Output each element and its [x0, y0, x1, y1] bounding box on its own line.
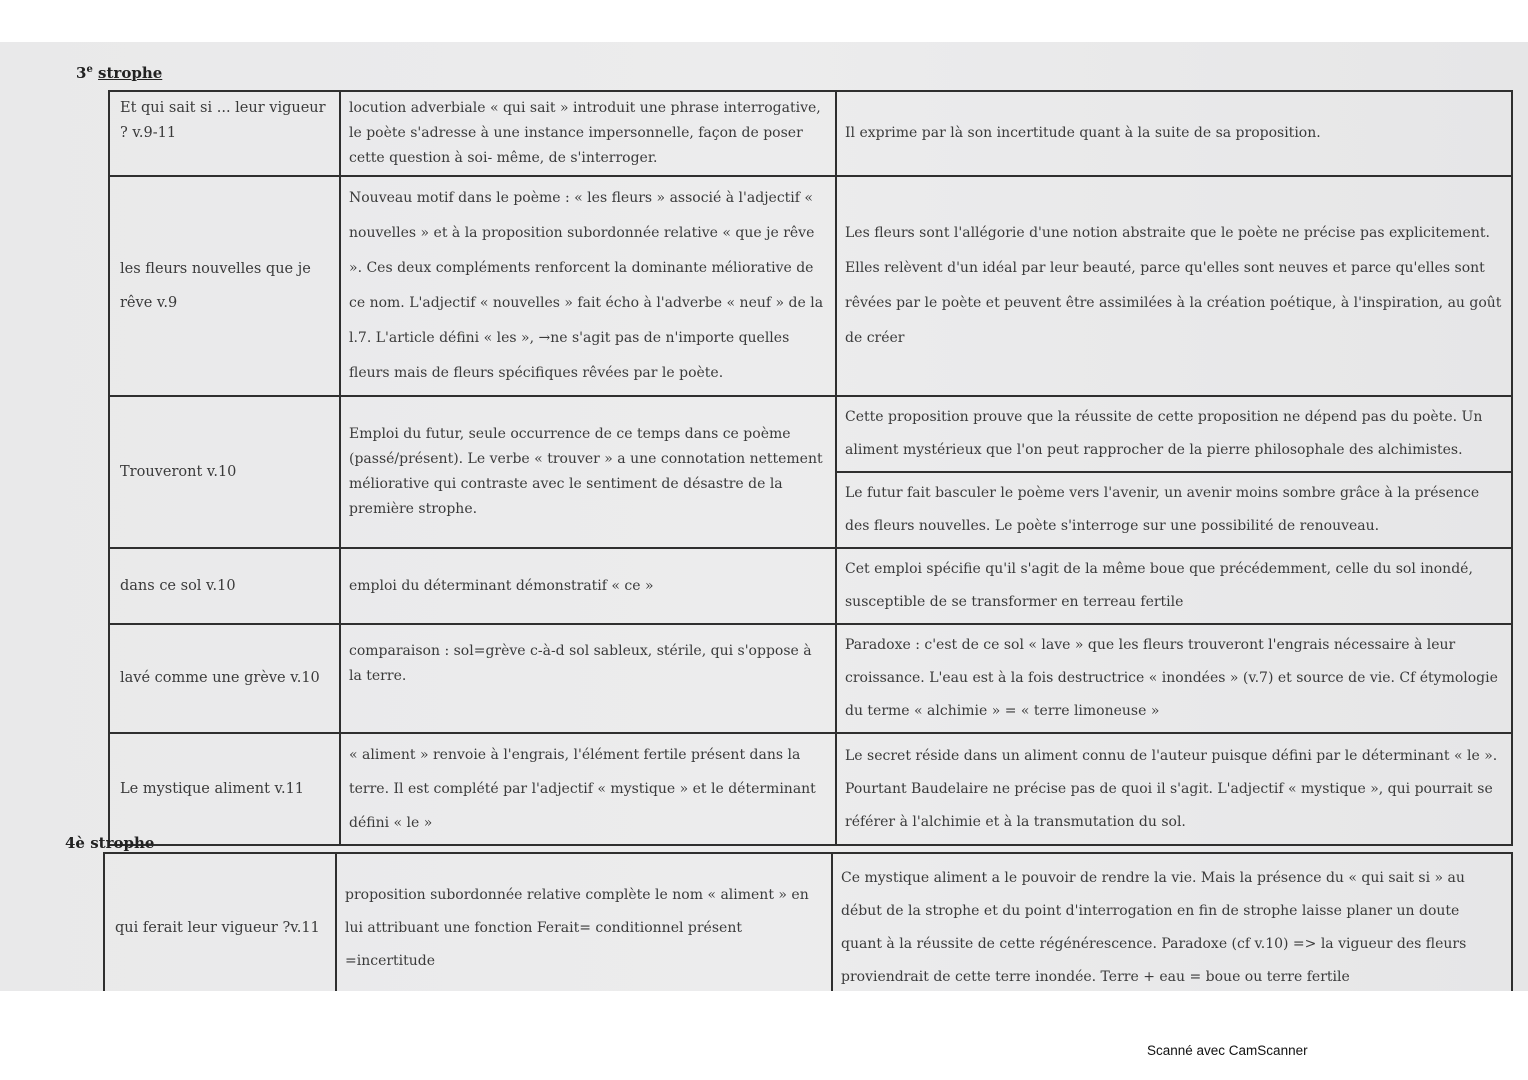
table-row	[109, 624, 1512, 733]
quote-cell: les fleurs nouvelles que je rêve v.9	[109, 176, 340, 396]
interpretation-cell: Le secret réside dans un aliment connu de l'auteur puisque défini par le déterminant « le ». Pourtant Baudelaire ne précise pas de quoi il s'agit. L'adjectif « mystique », qui pourrait se référer à l'alchimie et à la transmutation du sol.	[836, 733, 1512, 845]
stanza3-heading	[76, 64, 162, 82]
quote-cell: lavé comme une grève v.10	[109, 624, 340, 733]
interpretation-cell: Il exprime par là son incertitude quant à la suite de sa proposition.	[836, 91, 1512, 176]
interpretation-cell: Les fleurs sont l'allégorie d'une notion abstraite que le poète ne précise pas explicitement. Elles relèvent d'un idéal par leur beauté, parce qu'elles sont neuves et parce qu'elles sont rêvées par le poète et peuvent être assimilées à la création poétique, à l'inspiration, au goût de créer	[836, 176, 1512, 396]
camscanner-watermark: Scanné avec CamScanner	[1147, 1043, 1308, 1058]
quote-cell: dans ce sol v.10	[109, 548, 340, 624]
quote-cell: Le mystique aliment v.11	[109, 733, 340, 845]
stanza3-heading-number: 3	[76, 64, 87, 82]
analysis-cell: « aliment » renvoie à l'engrais, l'élément fertile présent dans la terre. Il est complété par l'adjectif « mystique » et le déterminant défini « le »	[340, 733, 836, 845]
scanned-page	[0, 42, 1528, 991]
analysis-cell: locution adverbiale « qui sait » introduit une phrase interrogative, le poète s'adresse à une instance impersonnelle, façon de poser cette question à soi- même, de s'interroger.	[340, 91, 836, 176]
interpretation-subcell: Cette proposition prouve que la réussite de cette proposition ne dépend pas du poète. Un aliment mystérieux que l'on peut rapprocher de la pierre philosophale des alchimistes.	[837, 397, 1511, 473]
stanza4-heading-text: 4è strophe	[65, 834, 155, 852]
interpretation-cell	[836, 396, 1512, 548]
stanza4-table	[103, 852, 1513, 991]
interpretation-subcell: Le futur fait basculer le poème vers l'avenir, un avenir moins sombre grâce à la présence des fleurs nouvelles. Le poète s'interroge sur une possibilité de renouveau.	[845, 485, 1480, 534]
table-row	[109, 91, 1512, 176]
table-row	[109, 396, 1512, 548]
interpretation-cell: Ce mystique aliment a le pouvoir de rendre la vie. Mais la présence du « qui sait si » au début de la strophe et du point d'interrogation en fin de strophe laisse planer un doute quant à la réussite de cette régénérescence. Paradoxe (cf v.10) => la vigueur des fleurs proviendrait de cette terre inondée. Terre + eau = boue ou terre fertile	[832, 853, 1512, 991]
stanza3-heading-sup: e	[86, 64, 93, 75]
analysis-cell: emploi du déterminant démonstratif « ce »	[340, 548, 836, 624]
table-row	[104, 853, 1512, 991]
quote-cell: qui ferait leur vigueur ?v.11	[104, 853, 336, 991]
interpretation-cell: Paradoxe : c'est de ce sol « lave » que les fleurs trouveront l'engrais nécessaire à leur croissance. L'eau est à la fois destructrice « inondées » (v.7) et source de vie. Cf étymologie du terme « alchimie » = « terre limoneuse »	[836, 624, 1512, 733]
table-row	[109, 733, 1512, 845]
analysis-cell: proposition subordonnée relative complète le nom « aliment » en lui attribuant une fonction Ferait= conditionnel présent =incertitude	[336, 853, 832, 991]
stanza3-table	[108, 90, 1513, 846]
stanza4-heading	[65, 834, 154, 852]
table-row	[109, 548, 1512, 624]
stanza3-heading-word: strophe	[98, 64, 163, 82]
interpretation-cell: Cet emploi spécifie qu'il s'agit de la même boue que précédemment, celle du sol inondé, susceptible de se transformer en terreau fertile	[836, 548, 1512, 624]
analysis-cell: Nouveau motif dans le poème : « les fleurs » associé à l'adjectif « nouvelles » et à la proposition subordonnée relative « que je rêve ». Ces deux compléments renforcent la dominante méliorative de ce nom. L'adjectif « nouvelles » fait écho à l'adverbe « neuf » de la l.7. L'article défini « les », →ne s'agit pas de n'importe quelles fleurs mais de fleurs spécifiques rêvées par le poète.	[340, 176, 836, 396]
table-row	[109, 176, 1512, 396]
analysis-cell: comparaison : sol=grève c-à-d sol sableux, stérile, qui s'oppose à la terre.	[340, 624, 836, 733]
quote-cell: Et qui sait si ... leur vigueur ? v.9-11	[109, 91, 340, 176]
quote-cell: Trouveront v.10	[109, 396, 340, 548]
analysis-cell: Emploi du futur, seule occurrence de ce temps dans ce poème (passé/présent). Le verbe « trouver » a une connotation nettement méliorative qui contraste avec le sentiment de désastre de la première strophe.	[340, 396, 836, 548]
